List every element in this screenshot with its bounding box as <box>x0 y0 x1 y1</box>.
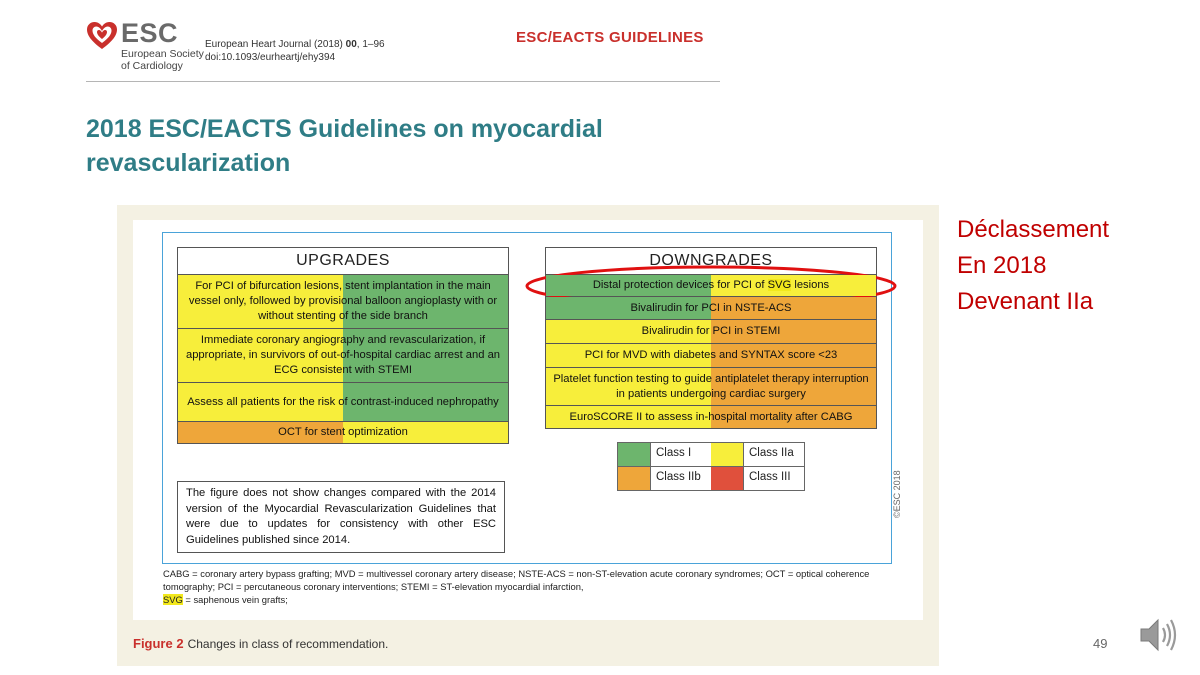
downgrades-table <box>545 247 877 429</box>
legend-swatch-class-iii <box>711 467 744 490</box>
legend-class-iib <box>618 467 712 490</box>
downgrade-row-2 <box>546 297 876 320</box>
downgrades-heading: DOWNGRADES <box>546 248 876 275</box>
journal-line1-prefix: European Heart Journal (2018) <box>205 39 346 50</box>
abbreviations-text: CABG = coronary artery bypass grafting; MVD = multivessel coronary artery disease; NSTE-ACS = non-ST-elevation acute coronary syndromes; OCT = optical coherence tomography; PCI = percutaneous coronary interventions; STEMI = ST-elevation myocardial infarction, <box>163 568 870 592</box>
journal-issue: 00 <box>345 39 357 50</box>
legend-swatch-class-i <box>618 443 651 466</box>
svg-highlight: SVG <box>767 279 792 291</box>
figure-note: The figure does not show changes compared with the 2014 version of the Myocardial Revascularization Guidelines that were due to updates for consistency with other ESC Guidelines published since 2014. <box>177 481 505 553</box>
downgrade-row-1-text-a: Distal protection devices for PCI of <box>592 279 768 291</box>
upgrade-row-1-text: For PCI of bifurcation lesions, stent implantation in the main vessel only, followed by provisional balloon angioplasty with or without stenting of the side branch <box>188 280 498 322</box>
downgrade-row-2-text: Bivalirudin for PCI in NSTE-ACS <box>630 301 792 314</box>
downgrade-row-4-text: PCI for MVD with diabetes and SYNTAX score <23 <box>584 349 838 361</box>
annotation-line-2: En 2018 <box>957 252 1047 279</box>
esc-logo-text: ESC <box>121 18 179 48</box>
upgrade-row-2-text: Immediate coronary angiography and revascularization, if appropriate, in survivors of out-of-hospital cardiac arrest and an ECG consistent with STEMI <box>185 334 501 376</box>
downgrade-row-1-text <box>587 278 835 293</box>
journal-line1-suffix: , 1–96 <box>356 39 385 50</box>
downgrade-row-4 <box>546 344 876 368</box>
downgrade-row-1 <box>546 275 876 297</box>
esc-copyright: ©ESC 2018 <box>892 470 902 518</box>
downgrade-row-6-text: EuroSCORE II to assess in-hospital mortality after CABG <box>569 410 853 423</box>
legend-label-class-i: Class I <box>656 447 692 459</box>
upgrade-row-4-text: OCT for stent optimization <box>278 426 408 438</box>
legend-label-class-iib: Class IIb <box>656 471 701 483</box>
document-title: 2018 ESC/EACTS Guidelines on myocardial revascularization <box>86 115 603 177</box>
class-legend <box>617 442 805 491</box>
legend-class-iii <box>711 467 804 490</box>
legend-class-iia <box>711 443 804 467</box>
legend-swatch-class-iia <box>711 443 744 466</box>
figure-caption-text: Changes in class of recommendation. <box>187 637 389 651</box>
upgrade-row-3 <box>178 383 508 422</box>
journal-doi: doi:10.1093/eurheartj/ehy394 <box>205 52 336 63</box>
upgrade-row-2 <box>178 329 508 383</box>
slide-annotation <box>957 212 1109 320</box>
abbrev-svg-key: SVG <box>163 594 183 605</box>
figure-caption <box>133 636 388 651</box>
speaker-icon[interactable] <box>1138 615 1180 655</box>
legend-class-i <box>618 443 712 467</box>
annotation-line-3: Devenant IIa <box>957 288 1094 315</box>
upgrade-row-1 <box>178 275 508 329</box>
legend-swatch-class-iib <box>618 467 651 490</box>
downgrade-row-3 <box>546 320 876 344</box>
legend-label-class-iii: Class III <box>749 471 791 483</box>
downgrade-row-1-text-b: lesions <box>791 279 830 291</box>
esc-heart-logo-icon <box>86 20 118 52</box>
header-divider <box>86 81 720 82</box>
downgrade-row-5-text: Platelet function testing to guide antiplatelet therapy interruption in patients undergoing cardiac surgery <box>553 372 869 400</box>
upgrades-heading: UPGRADES <box>178 248 508 275</box>
downgrade-row-6 <box>546 406 876 428</box>
figure-caption-label: Figure 2 <box>133 636 184 651</box>
abbreviations <box>163 567 883 606</box>
downgrade-row-3-text: Bivalirudin for PCI in STEMI <box>641 325 781 337</box>
downgrade-row-5 <box>546 368 876 406</box>
annotation-line-1: Déclassement <box>957 216 1110 243</box>
upgrade-row-3-text: Assess all patients for the risk of contrast-induced nephropathy <box>187 395 499 408</box>
page-number: 49 <box>1093 636 1108 651</box>
abbrev-svg-text: = saphenous vein grafts; <box>182 594 288 605</box>
upgrade-row-4 <box>178 422 508 443</box>
journal-citation <box>205 38 385 64</box>
guidelines-banner: ESC/EACTS GUIDELINES <box>516 29 704 46</box>
upgrades-table <box>177 247 509 444</box>
legend-label-class-iia: Class IIa <box>749 447 794 459</box>
society-name: European Society of Cardiology <box>121 48 204 72</box>
